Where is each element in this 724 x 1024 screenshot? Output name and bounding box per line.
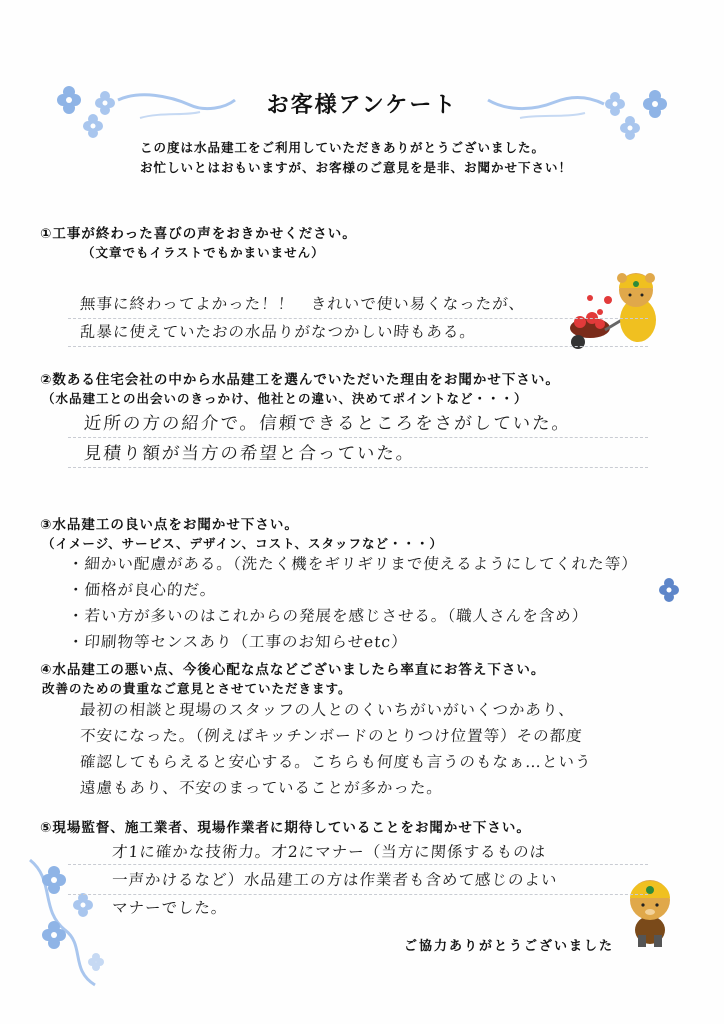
answer-4-line: 不安になった。（例えばキッチンボードのとりつけ位置等）その都度 (79, 727, 584, 745)
flower-icon (42, 921, 66, 949)
flower-icon (659, 578, 679, 602)
question-5: ⑤現場監督、施工業者、現場作業者に期待していることをお聞かせ下さい。 (40, 820, 531, 836)
answer-4-line: 確認してもらえると安心する。こちらも何度も言うのもなぁ…という (79, 753, 593, 771)
answer-line (68, 864, 648, 865)
question-4: ④水品建工の悪い点、今後心配な点などございましたら率直にお答え下さい。 (40, 662, 546, 678)
question-3: ③水品建工の良い点をお聞かせ下さい。 (40, 517, 299, 533)
answer-3-line: ・若い方が多いのはこれからの発展を感じさせる。（職人さんを含め） (67, 607, 589, 625)
answer-line (68, 318, 648, 319)
answer-1-line: 乱暴に使えていたおの水品りがなつかしい時もある。 (79, 323, 477, 341)
question-1-note: （文章でもイラストでもかまいません） (82, 245, 325, 260)
answer-5-line: 一声かけるなど）水品建工の方は作業者も含めて感じのよい (111, 871, 559, 889)
answer-line (68, 894, 648, 895)
answer-3-line: ・印刷物等センスあり（工事のお知らせetc） (67, 633, 409, 651)
question-2: ②数ある住宅会社の中から水品建工を選んでいただいた理由をお聞かせ下さい。 (40, 372, 560, 388)
intro-line: この度は水品建工をご利用していただきありがとうございました。 (140, 140, 546, 155)
answer-line (68, 437, 648, 438)
answer-line (68, 467, 648, 468)
answer-3-line: ・価格が良心的だ。 (67, 581, 218, 599)
answer-2-line: 見積り額が当方の希望と合っていた。 (83, 444, 417, 464)
flower-icon (620, 116, 640, 140)
answer-2-line: 近所の方の紹介で。信頼できるところをさがしていた。 (83, 414, 572, 434)
bear-wheelbarrow-illustration (570, 273, 656, 349)
intro-line: お忙しいとはおもいますが、お客様のご意見を是非、お聞かせ下さい！ (140, 160, 573, 175)
answer-4-line: 最初の相談と現場のスタッフの人とのくいちがいがいくつかあり、 (79, 701, 576, 719)
flower-icon (88, 953, 104, 971)
answer-5-line: 才1に確かな技術力。才2にマナー（当方に関係するものは (111, 843, 547, 861)
page-title: お客様アンケート (266, 93, 458, 118)
bear-mascot-illustration (630, 880, 670, 947)
answer-line (68, 346, 648, 347)
answer-5-line: マナーでした。 (111, 899, 229, 917)
question-2-note: （水品建工との出会いのきっかけ、他社との違い、決めてポイントなど・・・） (42, 391, 528, 406)
closing-message: ご協力ありがとうございました (403, 939, 614, 954)
question-3-note: （イメージ、サービス、デザイン、コスト、スタッフなど・・・） (42, 536, 444, 551)
flower-icon (73, 893, 93, 917)
question-4-note: 改善のための貴重なご意見とさせていただきます。 (42, 681, 352, 696)
answer-1-line: 無事に終わってよかった！！ きれいで使い易くなったが、 (79, 295, 526, 313)
answer-3-line: ・細かい配慮がある。（洗たく機をギリギリまで使えるようにしてくれた等） (67, 555, 639, 573)
answer-4-line: 遠慮もあり、不安のまっていることが多かった。 (79, 779, 444, 797)
question-1: ①工事が終わった喜びの声をおきかせください。 (40, 226, 357, 242)
